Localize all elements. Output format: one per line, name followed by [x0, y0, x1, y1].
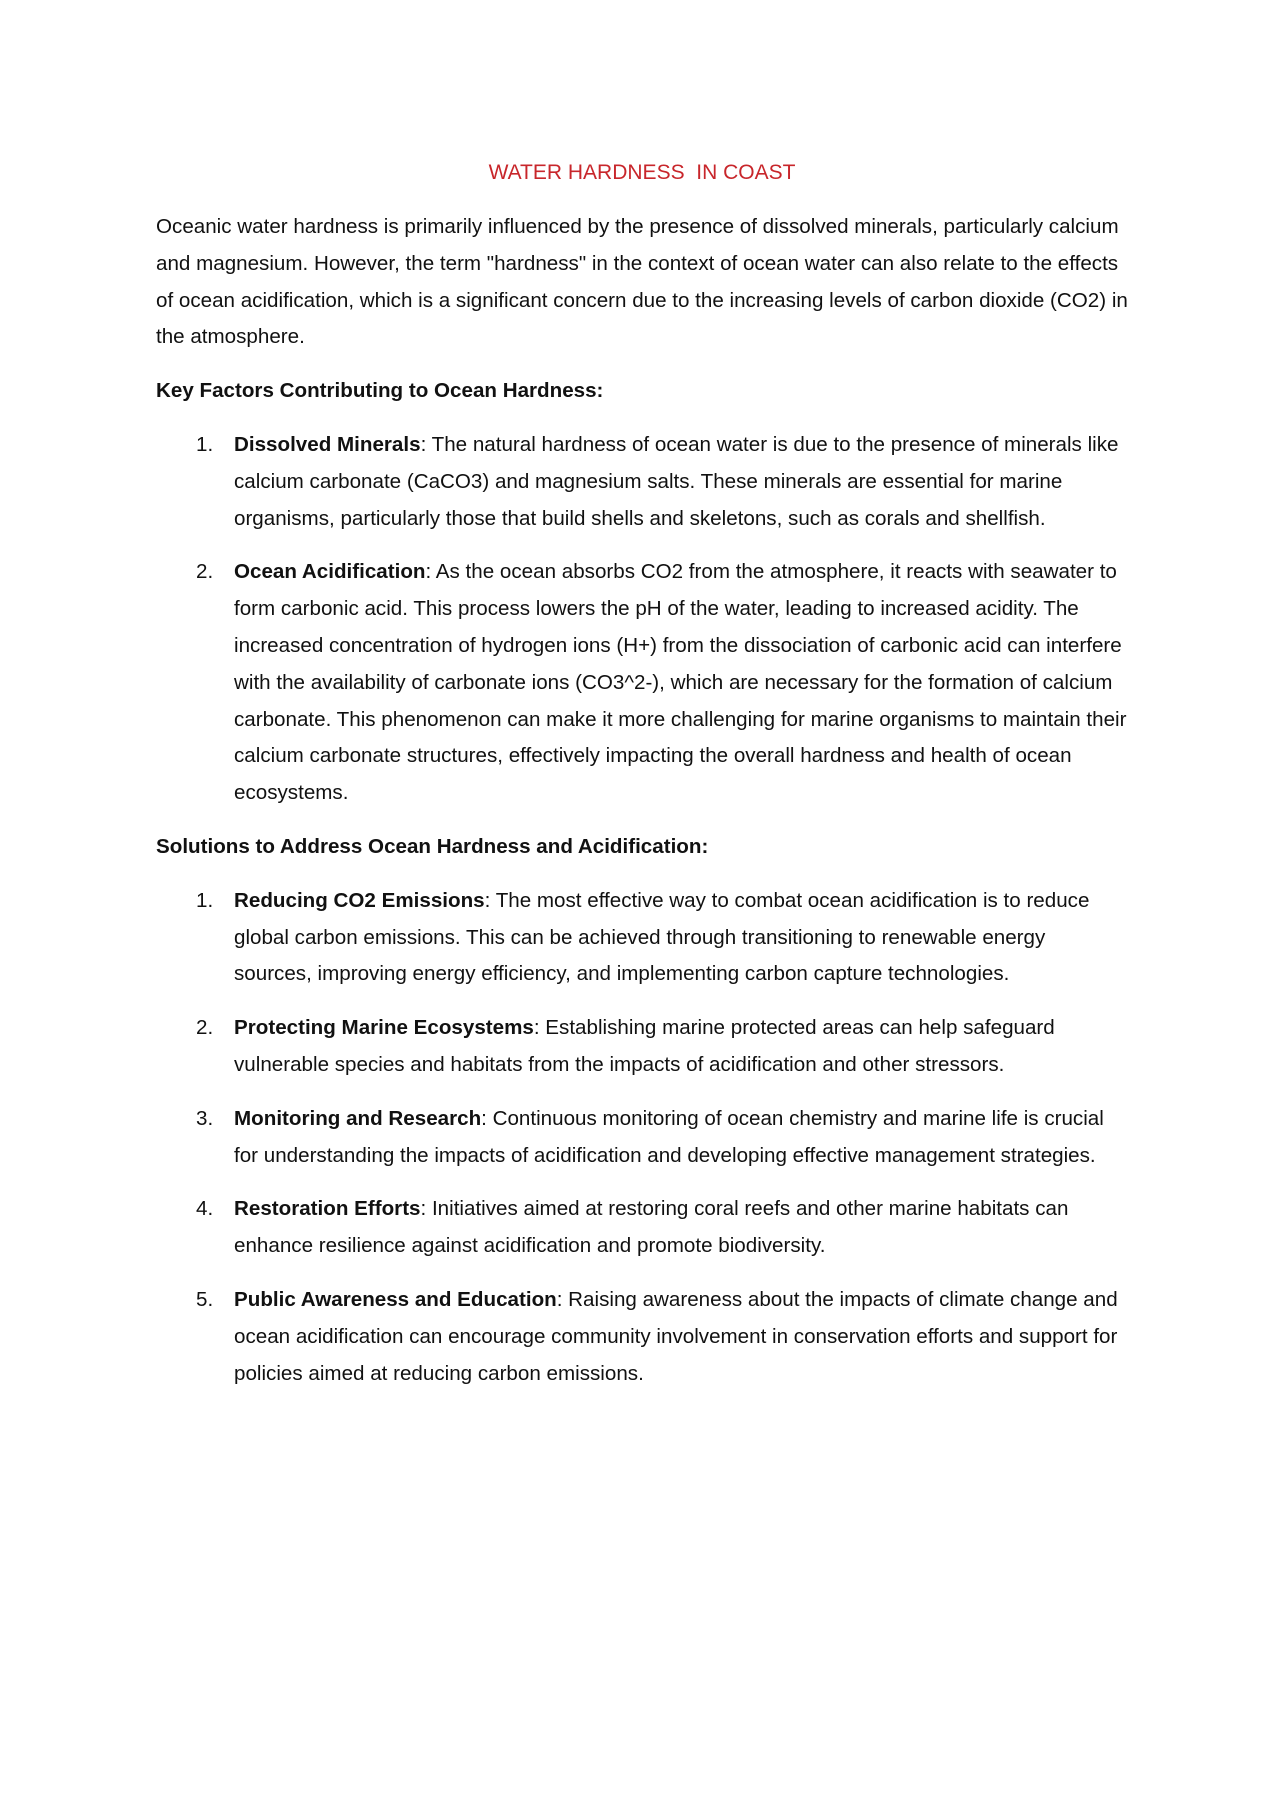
- item-title: Protecting Marine Ecosystems: [234, 1016, 534, 1040]
- list-item: [156, 554, 1128, 812]
- item-text: : Raising awareness about the impacts of climate change and ocean acidification can encourage community involvement in conservation efforts and support for policies aimed at reducing carbon emissions.: [234, 1287, 1118, 1385]
- item-text: : Continuous monitoring of ocean chemistry and marine life is crucial for understanding the impacts of acidification and developing effective management strategies.: [234, 1106, 1104, 1167]
- list-item: [156, 1101, 1128, 1175]
- list-item: [156, 883, 1128, 993]
- list-item: [156, 427, 1128, 537]
- document-page: [156, 155, 1128, 1409]
- list-number: 1.: [196, 432, 214, 456]
- item-text: : Establishing marine protected areas can help safeguard vulnerable species and habitats from the impacts of acidification and other stressors.: [234, 1016, 1055, 1076]
- item-title: Reducing CO2 Emissions: [234, 888, 485, 912]
- item-text: : The natural hardness of ocean water is due to the presence of minerals like calcium carbonate (CaCO3) and magnesium salts. These minerals are essential for marine organisms, particularly those that build shells and skeletons, such as corals and shellfish.: [234, 432, 1119, 530]
- list-item: [156, 1191, 1128, 1265]
- document-title: WATER HARDNESS IN COAST: [488, 161, 796, 184]
- solutions-heading: Solutions to Address Ocean Hardness and Acidification:: [156, 834, 709, 858]
- solutions-list: [156, 883, 1128, 1393]
- list-number: 2.: [196, 1016, 214, 1040]
- list-number: 3.: [196, 1106, 214, 1130]
- item-title: Dissolved Minerals: [234, 432, 421, 456]
- factors-heading: Key Factors Contributing to Ocean Hardness:: [156, 379, 604, 403]
- intro-paragraph: Oceanic water hardness is primarily influenced by the presence of dissolved minerals, particularly calcium and magnesium. However, the term "hardness" in the context of ocean water can also relate to the effects of ocean acidification, which is a significant concern due to the increasing levels of carbon dioxide (CO2) in the atmosphere.: [156, 215, 1128, 349]
- item-title: Monitoring and Research: [234, 1106, 482, 1130]
- list-item: [156, 1282, 1128, 1392]
- item-title: Ocean Acidification: [234, 560, 426, 584]
- item-text: : The most effective way to combat ocean acidification is to reduce global carbon emissions. This can be achieved through transitioning to renewable energy sources, improving energy efficiency, and implementing carbon capture technologies.: [234, 888, 1090, 986]
- item-title: Restoration Efforts: [234, 1197, 421, 1221]
- item-text: : As the ocean absorbs CO2 from the atmosphere, it reacts with seawater to form carbonic acid. This process lowers the pH of the water, leading to increased acidity. The increased concentration of hydrogen ions (H+) from the dissociation of carbonic acid can interfere with the availability of carbonate ions (CO3^2-), which are necessary for the formation of calcium carbonate. This phenomenon can make it more challenging for marine organisms to maintain their calcium carbonate structures, effectively impacting the overall hardness and health of ocean ecosystems.: [234, 560, 1127, 805]
- item-title: Public Awareness and Education: [234, 1287, 557, 1311]
- list-number: 4.: [196, 1197, 214, 1221]
- factors-list: [156, 427, 1128, 812]
- list-number: 2.: [196, 560, 214, 584]
- list-item: [156, 1010, 1128, 1084]
- item-text: : Initiatives aimed at restoring coral reefs and other marine habitats can enhance resilience against acidification and promote biodiversity.: [234, 1197, 1069, 1258]
- list-number: 1.: [196, 888, 214, 912]
- list-number: 5.: [196, 1287, 214, 1311]
